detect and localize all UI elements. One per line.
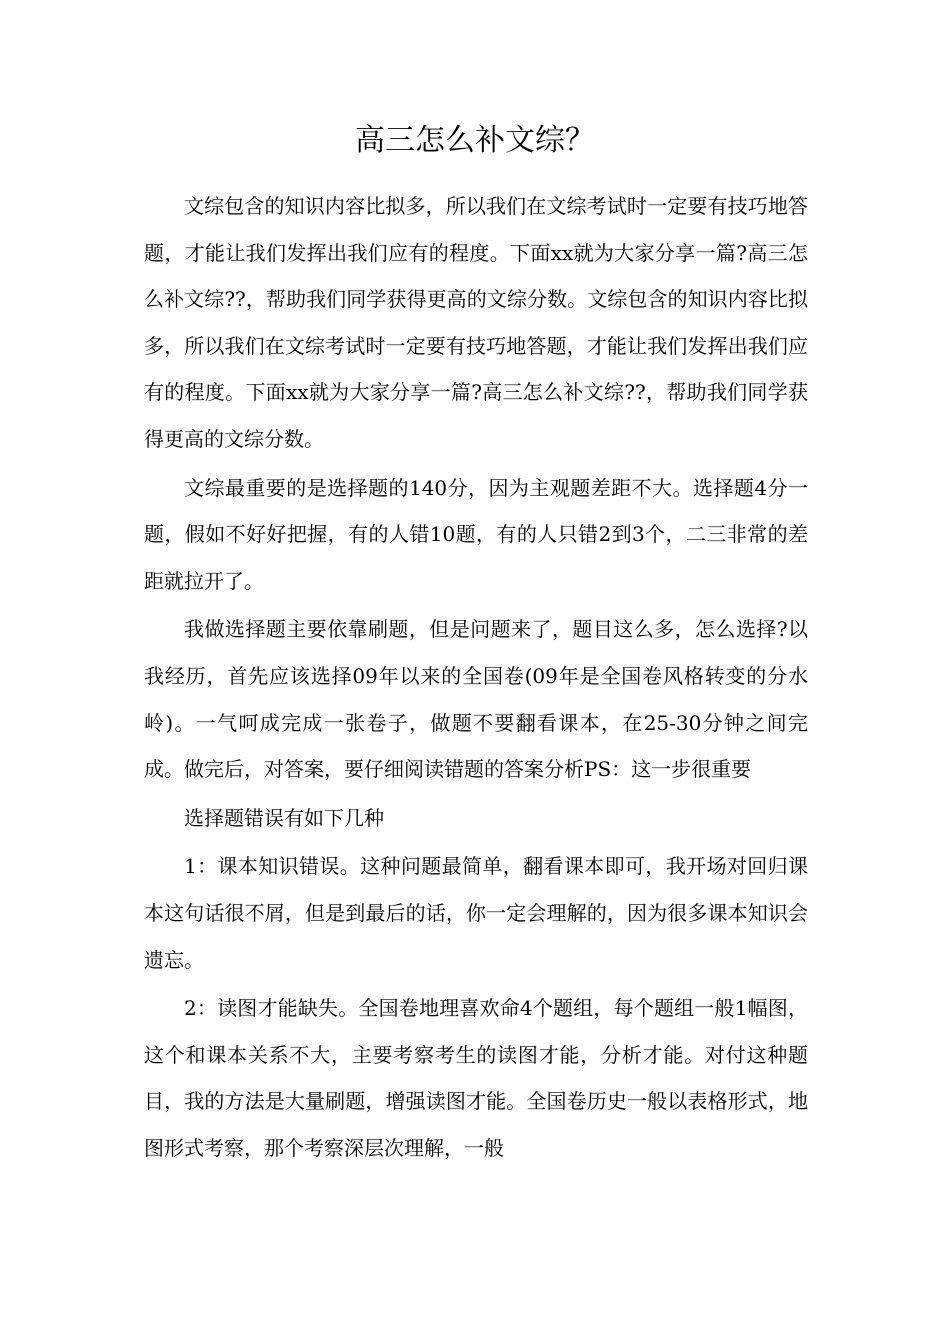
paragraph-2: 文综最重要的是选择题的140分，因为主观题差距不大。选择题4分一题，假如不好好把握，有的人错10题，有的人只错2到3个，二三非常的差距就拉开了。	[144, 475, 808, 593]
paragraph-6: 2：读图才能缺失。全国卷地理喜欢命4个题组，每个题组一般1幅图，这个和课本关系不大，主要考察考生的读图才能，分析才能。对付这种题目，我的方法是大量刷题，增强读图才能。全国卷历史一般以表格形式，地图形式考察，那个考察深层次理解，一般	[144, 996, 808, 1160]
paragraph-3: 我做选择题主要依靠刷题，但是问题来了，题目这么多，怎么选择?以我经历，首先应该选择09年以来的全国卷(09年是全国卷风格转变的分水岭)。一气呵成完成一张卷子，做题不要翻看课本，在25-30分钟之间完成。做完后，对答案，要仔细阅读错题的答案分析PS：这一步很重要	[144, 617, 808, 782]
paragraph-1: 文综包含的知识内容比拟多，所以我们在文综考试时一定要有技巧地答题，才能让我们发挥出我们应有的程度。下面xx就为大家分享一篇?高三怎么补文综??，帮助我们同学获得更高的文综分数。文综包含的知识内容比拟多，所以我们在文综考试时一定要有技巧地答题，才能让我们发挥出我们应有的程度。下面xx就为大家分享一篇?高三怎么补文综??，帮助我们同学获得更高的文综分数。	[144, 194, 808, 451]
paragraph-5: 1：课本知识错误。这种问题最简单，翻看课本即可，我开场对回归课本这句话很不屑，但是到最后的话，你一定会理解的，因为很多课本知识会遗忘。	[144, 854, 808, 972]
document-body	[144, 183, 808, 1171]
document-title: 高三怎么补文综？	[355, 123, 595, 158]
paragraph-4: 选择题错误有如下几种	[184, 805, 384, 830]
